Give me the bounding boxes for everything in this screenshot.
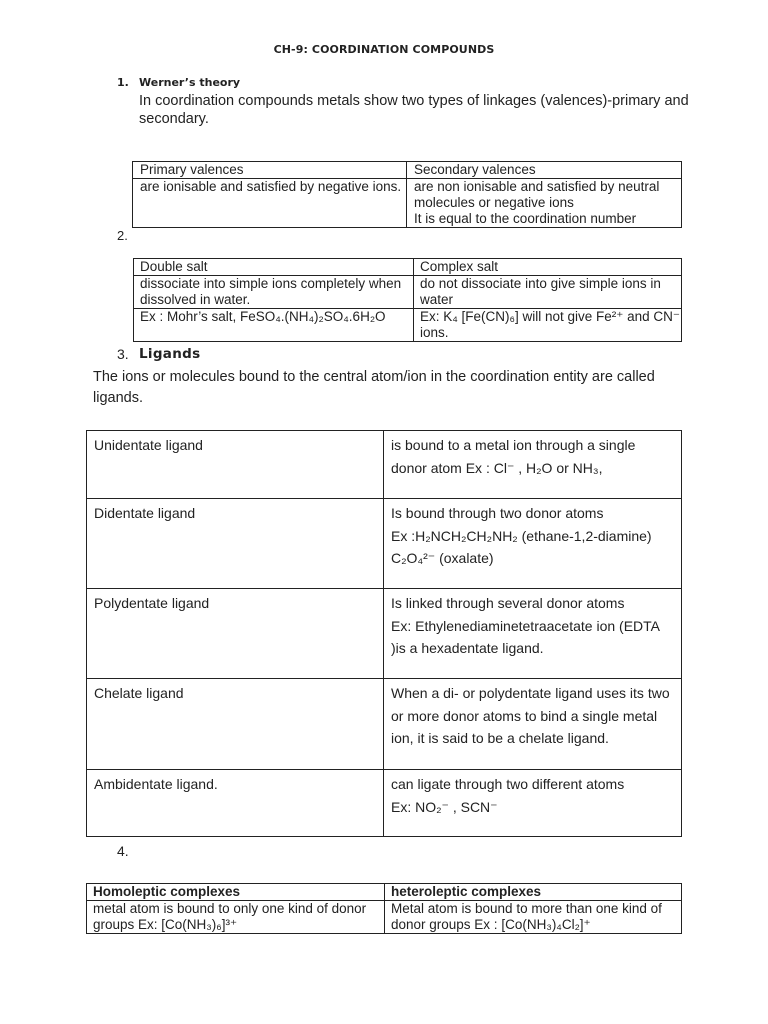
double-salt-desc: dissociate into simple ions completely when dissolved in water.	[134, 276, 414, 309]
ligand-desc: is bound to a metal ion through a single donor atom Ex : Cl⁻ , H₂O or NH₃,	[384, 431, 682, 499]
ligand-desc-line: Ex: Ethylenediaminetetraacetate ion (EDTA )is a hexadentate ligand.	[391, 617, 660, 656]
table-row	[87, 679, 682, 770]
table-row	[87, 431, 682, 499]
complex-salt-example: Ex: K₄ [Fe(CN)₆] will not give Fe²⁺ and CN⁻ ions.	[414, 309, 682, 342]
ligand-desc-line: can ligate through two different atoms	[391, 776, 625, 792]
page-title: CH-9: COORDINATION COMPOUNDS	[273, 43, 495, 56]
heteroleptic-desc: Metal atom is bound to more than one kind of donor groups Ex : [Co(NH₃)₄Cl₂]⁺	[385, 901, 682, 934]
table-header-primary: Primary valences	[133, 162, 407, 179]
secondary-valences-desc-2: It is equal to the coordination number	[414, 211, 637, 226]
ligand-name: Didentate ligand	[87, 499, 384, 589]
ligand-desc-line: Ex: NO₂⁻ , SCN⁻	[391, 798, 498, 815]
ligand-desc: When a di- or polydentate ligand uses its two or more donor atoms to bind a single metal ion, it is said to be a chelate ligand.	[384, 679, 682, 770]
ligand-desc	[384, 770, 682, 837]
ligand-desc-line: Is bound through two donor atoms	[391, 505, 604, 521]
section-1-number: 1.	[117, 76, 129, 89]
section-3-heading: Ligands	[139, 346, 201, 362]
ligand-desc-line: Ex :H₂NCH₂CH₂NH₂ (ethane-1,2-diamine)	[391, 527, 652, 544]
table-header-double-salt: Double salt	[134, 259, 414, 276]
table-row	[87, 499, 682, 589]
primary-valences-desc: are ionisable and satisfied by negative ions.	[133, 179, 407, 228]
double-salt-example: Ex : Mohr’s salt, FeSO₄.(NH₄)₂SO₄.6H₂O	[134, 309, 414, 342]
table-row	[87, 770, 682, 837]
ligand-desc-line: Is linked through several donor atoms	[391, 595, 625, 611]
ligand-desc	[384, 499, 682, 589]
section-3-number: 3.	[117, 346, 129, 362]
table-header-secondary: Secondary valences	[407, 162, 682, 179]
secondary-valences-desc-1: are non ionisable and satisfied by neutral molecules or negative ions	[414, 179, 660, 210]
table-header-complex-salt: Complex salt	[414, 259, 682, 276]
section-1-heading: Werner’s theory	[139, 76, 241, 89]
complexes-table	[86, 883, 682, 934]
table-header-heteroleptic: heteroleptic complexes	[385, 884, 682, 901]
ligands-table	[86, 430, 682, 837]
table-row	[87, 589, 682, 679]
secondary-valences-desc	[407, 179, 682, 228]
ligand-name: Chelate ligand	[87, 679, 384, 770]
table-header-homoleptic: Homoleptic complexes	[87, 884, 385, 901]
homoleptic-desc: metal atom is bound to only one kind of donor groups Ex: [Co(NH₃)₆]³⁺	[87, 901, 385, 934]
ligand-desc-line: C₂O₄²⁻ (oxalate)	[391, 550, 494, 566]
ligand-name: Polydentate ligand	[87, 589, 384, 679]
complex-salt-desc: do not dissociate into give simple ions in water	[414, 276, 682, 309]
section-2-number: 2.	[117, 228, 128, 243]
salt-table	[133, 258, 682, 342]
ligand-name: Unidentate ligand	[87, 431, 384, 499]
section-1-text: In coordination compounds metals show two types of linkages (valences)-primary and secondary.	[139, 93, 689, 127]
section-3-text: The ions or molecules bound to the central atom/ion in the coordination entity are called ligands.	[93, 369, 655, 406]
ligand-name: Ambidentate ligand.	[87, 770, 384, 837]
section-4-number: 4.	[117, 843, 129, 859]
valences-table	[132, 161, 682, 228]
ligand-desc	[384, 589, 682, 679]
